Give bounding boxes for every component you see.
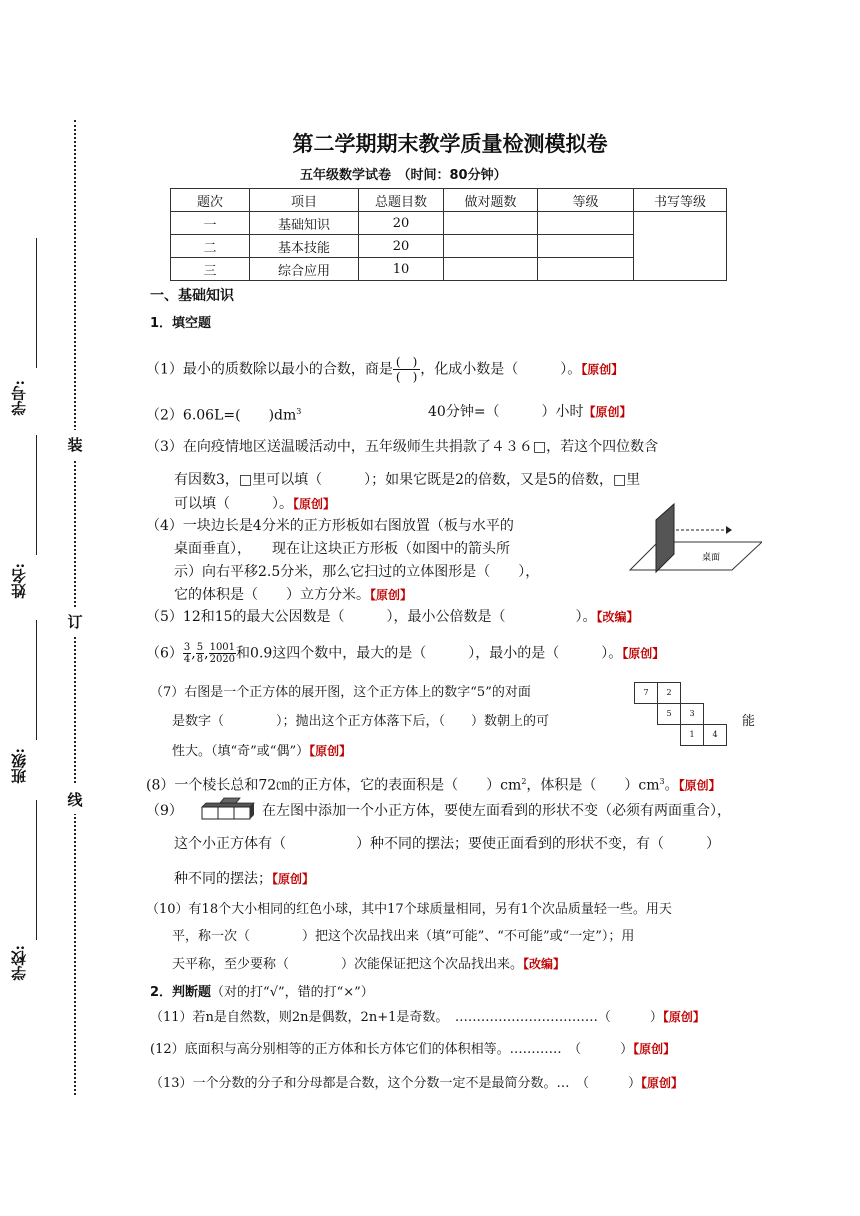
grade-cell[interactable] <box>538 235 634 258</box>
denominator: 2020 <box>209 654 236 665</box>
q6-fraction-3 <box>209 642 236 665</box>
school-label: 学校: <box>10 945 28 981</box>
table-header: 项目 <box>250 189 359 212</box>
q13-text: （13）一个分数的分子和分母都是合数，这个分数一定不是最简分数。… （ ） <box>150 1076 642 1091</box>
q8-text-2: ，体积是（ ）cm <box>526 777 660 794</box>
question-9-line1: 在左图中添加一个小正方体，要使左面看到的形状不变（必须有两面重合）， <box>262 803 731 819</box>
table-header: 书写等级 <box>634 189 727 212</box>
question-13 <box>150 1073 683 1094</box>
desk-board-figure <box>628 502 762 584</box>
source-tag: 【原创】 <box>293 497 336 511</box>
class-label: 班级: <box>10 748 28 784</box>
grade-cell[interactable] <box>538 258 634 281</box>
table-cell: 三 <box>171 258 250 281</box>
part2-title: 2．判断题 <box>150 985 212 1000</box>
q2-text: （2）6.06L=( )dm <box>146 407 297 424</box>
table-cell: 一 <box>171 212 250 235</box>
q12-text: (12）底面积与高分别相等的正方体和长方体它们的体积相等。………… （ ） <box>150 1042 634 1057</box>
cube-stack-figure <box>200 797 256 821</box>
part2-note: （对的打“√”，错的打“×”） <box>211 985 374 1000</box>
table-header-row <box>171 189 727 212</box>
question-4-line3: 示）向右平移2.5分米，那么它扫过的立体图形是（ ）， <box>174 564 540 580</box>
desk-label: 桌面 <box>702 553 721 563</box>
denominator: 8 <box>196 654 204 665</box>
question-4-line1: （4）一块边长是4分米的正方形板如右图放置（板与水平的 <box>146 518 514 534</box>
table-row <box>171 212 727 235</box>
question-8 <box>146 772 721 796</box>
school-line[interactable] <box>36 800 37 940</box>
question-7-line2: 是数字（ ）；抛出这个正方体落下后，（ ）数朝上的可 <box>172 714 550 729</box>
question-3-line2: 有因数3，□里可以填（ ）；如果它既是2的倍数，又是5的倍数，□里 <box>174 472 641 488</box>
denominator: 4 <box>183 654 191 665</box>
q8-text: (8）一个棱长总和72㎝的正方体，它的表面积是（ ）cm <box>146 777 522 794</box>
source-tag: 【原创】 <box>641 1076 684 1090</box>
grade-cell[interactable] <box>538 212 634 235</box>
q9-text: 种不同的摆法； <box>174 871 272 887</box>
question-4-line4 <box>174 585 412 605</box>
score-table <box>170 188 727 281</box>
cube-front-row <box>202 807 250 819</box>
q1-fraction <box>393 355 420 384</box>
q2-text-2: 40分钟=（ ）小时 <box>428 404 584 420</box>
correct-count-cell[interactable] <box>444 258 538 281</box>
q1-text: （1）最小的质数除以最小的合数，商是 <box>146 361 393 378</box>
q8-text-3: 。 <box>664 777 679 794</box>
part-heading-fill: 1．填空题 <box>150 316 212 331</box>
table-cell: 20 <box>359 235 444 258</box>
cube-upper <box>220 798 240 803</box>
question-9-number: （9） <box>146 803 183 819</box>
cube-net <box>634 682 734 762</box>
source-tag: 【改编】 <box>596 610 639 624</box>
source-tag: 【原创】 <box>662 1010 705 1024</box>
question-7-line2-end: 能 <box>742 714 756 729</box>
q5-text: （5）12和15的最大公因数是（ ），最小公倍数是（ ）。 <box>146 609 597 625</box>
q6-fraction-2 <box>196 642 204 665</box>
student-id-line[interactable] <box>36 238 37 368</box>
table-cell: 综合应用 <box>250 258 359 281</box>
question-11 <box>150 1007 705 1028</box>
source-tag: 【原创】 <box>633 1042 676 1056</box>
section-heading: 一、基础知识 <box>150 288 234 304</box>
binding-word-zhuang: 装 <box>64 430 86 459</box>
question-10-line2: 平，称一次（ ）把这个次品找出来（填“可能”、“不可能”或“一定”）；用 <box>172 929 635 944</box>
question-10-line3 <box>172 954 565 975</box>
q11-text: （11）若n是自然数，则2n是偶数，2n+1是奇数。 ……………………………（ ） <box>150 1010 663 1025</box>
table-header: 做对题数 <box>444 189 538 212</box>
page-subtitle: 五年级数学试卷 （时间：80分钟） <box>300 168 507 183</box>
table-header: 总题目数 <box>359 189 444 212</box>
question-3-line3 <box>174 494 335 514</box>
net-face: 7 <box>634 682 658 704</box>
q2-sup: 3 <box>296 407 302 416</box>
numerator: 5 <box>196 642 204 653</box>
question-7-line3 <box>172 741 351 762</box>
q4-text: 它的体积是（ ）立方分米。 <box>174 587 370 603</box>
question-2b <box>428 402 632 422</box>
question-1 <box>146 355 623 384</box>
question-7-line1: （7）右图是一个正方体的展开图，这个正方体上的数字“5”的对面 <box>150 685 531 700</box>
question-5 <box>146 607 639 627</box>
table-cell: 基本技能 <box>250 235 359 258</box>
q10-text: 天平称，至少要称（ ）次能保证把这个次品找出来。 <box>172 957 524 972</box>
q8-sup: 2 <box>521 777 527 786</box>
question-9-line3 <box>174 869 314 889</box>
arrow-head <box>726 526 732 534</box>
table-cell: 二 <box>171 235 250 258</box>
q6-fraction-1 <box>183 642 191 665</box>
source-tag: 【原创】 <box>370 588 413 602</box>
table-header: 题次 <box>171 189 250 212</box>
binding-word-xian: 线 <box>64 785 86 814</box>
question-6: （6） $\frac{3}{4}$ , $\frac{5}{8}$ , $\frac{1001}{2020}$ 和0.9这四个数中，最大的是（ ），最小的是（ ）。【原创】 <box>146 642 665 665</box>
table-cell: 10 <box>359 258 444 281</box>
q3-text: 可以填（ ）。 <box>174 496 293 512</box>
q1-numerator: ( ) <box>393 355 420 370</box>
numerator: 1001 <box>209 642 236 653</box>
square-board <box>656 504 674 572</box>
binding-word-ding: 订 <box>64 607 86 636</box>
q6-text-2: 和0.9这四个数中，最大的是（ ），最小的是（ ）。 <box>236 645 623 662</box>
desk-surface <box>630 542 762 570</box>
question-10-line1: （10）有18个大小相同的红色小球，其中17个球质量相同，另有1个次品质量轻一些。用天 <box>146 902 672 917</box>
correct-count-cell[interactable] <box>444 212 538 235</box>
name-label: 姓名: <box>10 563 28 599</box>
source-tag: 【原创】 <box>583 405 632 419</box>
writing-grade-cell[interactable] <box>634 212 727 281</box>
cube-top-row <box>202 803 254 807</box>
net-face: 1 <box>680 724 704 746</box>
table-cell: 20 <box>359 212 444 235</box>
net-face: 4 <box>703 724 727 746</box>
source-tag: 【原创】 <box>581 362 624 377</box>
source-tag: 【改编】 <box>523 957 566 971</box>
q6-text: （6） <box>146 645 183 662</box>
q1-denominator: ( ) <box>395 370 418 384</box>
question-9-line2: 这个小正方体有（ ）种不同的摆法；要使正面看到的形状不变，有（ ） <box>174 836 720 852</box>
net-face: 3 <box>680 703 704 725</box>
source-tag: 【原创】 <box>272 872 315 886</box>
part-heading-judge <box>150 981 374 1000</box>
q7-text: 性大。（填“奇”或“偶”） <box>172 744 310 759</box>
class-line[interactable] <box>36 620 37 740</box>
table-header: 等级 <box>538 189 634 212</box>
question-2 <box>146 402 301 426</box>
numerator: 3 <box>183 642 191 653</box>
name-line[interactable] <box>36 435 37 555</box>
question-4-line2: 桌面垂直）， 现在让这块正方形板（如图中的箭头所 <box>174 541 510 557</box>
net-face: 2 <box>657 682 681 704</box>
q1-text-2: ，化成小数是（ ）。 <box>420 361 582 378</box>
q8-sup: 3 <box>659 777 665 786</box>
source-tag: 【原创】 <box>309 744 352 758</box>
question-12 <box>150 1039 675 1060</box>
student-id-label: 学号: <box>10 380 28 416</box>
page-title: 第二学期期末教学质量检测模拟卷 <box>292 132 608 156</box>
table-cell: 基础知识 <box>250 212 359 235</box>
source-tag: 【原创】 <box>678 778 721 793</box>
source-tag: 【原创】 <box>622 646 665 661</box>
net-face: 5 <box>657 703 681 725</box>
question-3-line1: （3）在向疫情地区送温暖活动中，五年级师生共捐款了４３６□，若这个四位数含 <box>146 439 659 455</box>
correct-count-cell[interactable] <box>444 235 538 258</box>
